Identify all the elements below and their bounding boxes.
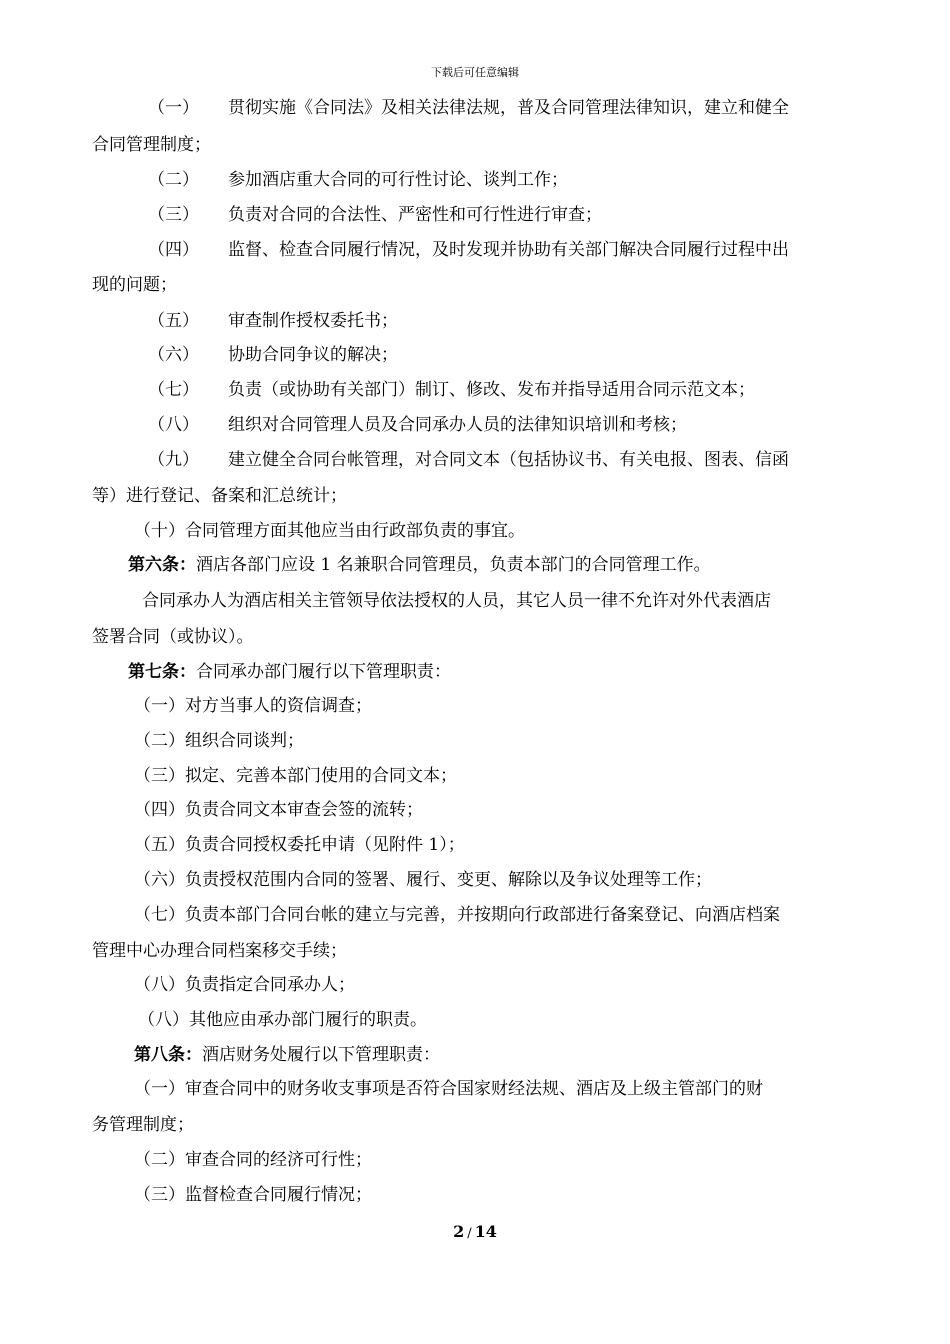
item-continuation: 合同管理制度； xyxy=(92,135,211,155)
list-item: （二）组织合同谈判； xyxy=(134,731,304,751)
item-number: （二） xyxy=(148,170,199,190)
list-item: （七）负责本部门合同台帐的建立与完善，并按期向行政部进行备案登记、向酒店档案 xyxy=(134,905,780,925)
article-label: 第七条： xyxy=(128,662,196,682)
item-text: 建立健全合同台帐管理，对合同文本（包括协议书、有关电报、图表、信函 xyxy=(228,450,789,470)
item-text: 贯彻实施《合同法》及相关法律法规，普及合同管理法律知识，建立和健全 xyxy=(228,98,789,118)
item-text: 参加酒店重大合同的可行性讨论、谈判工作； xyxy=(228,170,568,190)
list-item xyxy=(148,97,789,119)
item-text: 组织对合同管理人员及合同承办人员的法律知识培训和考核； xyxy=(228,415,687,435)
article-label: 第六条： xyxy=(128,555,196,575)
item-number: （六） xyxy=(148,345,199,365)
list-item xyxy=(148,449,789,471)
item-number: （一） xyxy=(148,98,199,118)
list-item: （五）负责合同授权委托申请（见附件 1）； xyxy=(134,835,465,855)
list-item: （二）审查合同的经济可行性； xyxy=(134,1150,372,1170)
list-item xyxy=(148,414,687,436)
page-separator: / xyxy=(467,1226,472,1241)
list-item: （六）负责授权范围内合同的签署、履行、变更、解除以及争议处理等工作； xyxy=(134,870,712,890)
list-item: （三）拟定、完善本部门使用的合同文本； xyxy=(134,766,457,786)
item-continuation: 现的问题； xyxy=(92,275,177,295)
list-item: （一）对方当事人的资信调查； xyxy=(134,696,372,716)
item-text: 负责对合同的合法性、严密性和可行性进行审查； xyxy=(228,205,602,225)
list-item: （八）负责指定合同承办人； xyxy=(134,975,355,995)
item-text: 协助合同争议的解决； xyxy=(228,345,398,365)
list-item: （三）监督检查合同履行情况； xyxy=(134,1185,372,1205)
list-item: （四）负责合同文本审查会签的流转； xyxy=(134,800,423,820)
item-text: 负责（或协助有关部门）制订、修改、发布并指导适用合同示范文本； xyxy=(228,380,755,400)
page-header: 下载后可任意编辑 xyxy=(431,66,519,79)
item-number: （九） xyxy=(148,450,199,470)
list-item xyxy=(148,239,789,261)
paragraph: 合同承办人为酒店相关主管领导依法授权的人员，其它人员一律不允许对外代表酒店 xyxy=(142,591,771,611)
item-continuation: 等）进行登记、备案和汇总统计； xyxy=(92,486,347,506)
list-item xyxy=(148,204,602,226)
item-number: （五） xyxy=(148,311,199,331)
article-label: 第八条： xyxy=(134,1045,202,1065)
item-number: （七） xyxy=(148,380,199,400)
item-number: （四） xyxy=(148,240,199,260)
item-continuation: 务管理制度； xyxy=(92,1115,194,1135)
list-item: （一）审查合同中的财务收支事项是否符合国家财经法规、酒店及上级主管部门的财 xyxy=(134,1079,763,1099)
list-item xyxy=(148,379,755,401)
article-text: 酒店各部门应设 1 名兼职合同管理员，负责本部门的合同管理工作。 xyxy=(196,555,711,575)
page-total: 14 xyxy=(474,1222,497,1241)
article-text: 酒店财务处履行以下管理职责： xyxy=(202,1045,440,1065)
page-current: 2 xyxy=(453,1222,465,1241)
list-item xyxy=(148,169,568,191)
article-text: 合同承办部门履行以下管理职责： xyxy=(196,662,451,682)
item-text: 审查制作授权委托书； xyxy=(228,311,398,331)
article-six xyxy=(128,554,711,576)
paragraph-continuation: 签署合同（或协议）。 xyxy=(92,627,254,647)
page-number xyxy=(0,1222,950,1241)
list-item xyxy=(148,344,398,366)
item-number: （三） xyxy=(148,205,199,225)
list-item: （八）其他应由承办部门履行的职责。 xyxy=(138,1010,427,1030)
list-item xyxy=(148,310,398,332)
article-eight xyxy=(134,1044,440,1066)
article-seven xyxy=(128,661,451,683)
item-number: （八） xyxy=(148,415,199,435)
list-item: （十）合同管理方面其他应当由行政部负责的事宜。 xyxy=(134,521,525,541)
item-text: 监督、检查合同履行情况，及时发现并协助有关部门解决合同履行过程中出 xyxy=(228,240,789,260)
item-continuation: 管理中心办理合同档案移交手续； xyxy=(92,941,347,961)
